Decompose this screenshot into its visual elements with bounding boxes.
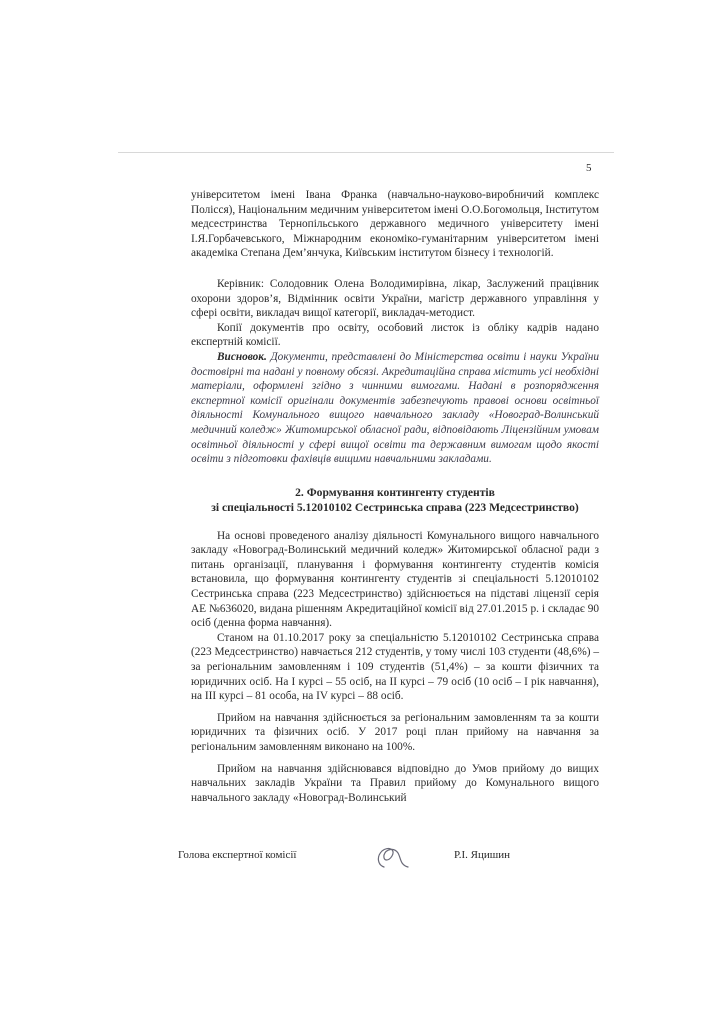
commission-head-name: Р.І. Яцишин bbox=[454, 849, 511, 861]
paragraph-universities: університетом імені Івана Франка (навчально-науково-виробничий комплекс Полісся), Національним медичним університетом імені О.О.Богомольця, Інститутом медсестринства Тернопільського державного медичного університету імені І.Я.Горбачевського, Міжнародним економіко-гуманітарним університетом імені академіка Степана Дем’янчука, Київським інститутом бізнесу і технологій. bbox=[191, 189, 599, 260]
handwritten-signature bbox=[370, 843, 414, 871]
paragraph-admission: Прийом на навчання здійснюється за регіональним замовленням та за кошти юридичних та фізичних осіб. У 2017 році план прийому на навчання за регіональним замовленням виконано на 100%. bbox=[191, 711, 599, 753]
conclusion-label: Висновок. bbox=[217, 350, 267, 363]
paragraph-copies: Копії документів про освіту, особовий листок із обліку кадрів надано експертній комісії. bbox=[191, 321, 599, 349]
section-title-line1: 2. Формування контингенту студентів bbox=[295, 485, 495, 499]
signature-block bbox=[178, 843, 598, 871]
paragraph-admission-rules: Прийом на навчання здійснювався відповідно до Умов прийому до вищих навчальних закладів України та Правил прийому до Комунального вищого навчального закладу «Новоград-Волинський bbox=[191, 762, 599, 804]
page-number: 5 bbox=[586, 162, 592, 174]
document-body bbox=[191, 188, 599, 805]
section-title-line2: зі спеціальності 5.12010102 Сестринська справа (223 Медсестринство) bbox=[211, 500, 579, 514]
paragraph-head: Керівник: Солодовник Олена Володимирівна, лікар, Заслужений працівник охорони здоров’я, Відмінник освіти України, магістр державного управління у сфері освіти, викладач вищої категорії, викладач-методист. bbox=[191, 277, 599, 320]
paragraph-enrollment: Станом на 01.10.2017 року за спеціальністю 5.12010102 Сестринська справа (223 Медсестринство) навчається 212 студентів, у тому числі 103 студенти (48,6%) – за регіональним замовленням і 109 студентів (51,4%) – за кошти фізичних та юридичних осіб. На І курсі – 55 осіб, на ІІ курсі – 79 осіб (10 осіб – І рік навчання), на ІІІ курсі – 81 особа, на IV курсі – 88 осіб. bbox=[191, 631, 599, 703]
scan-edge-line bbox=[118, 152, 614, 153]
conclusion-text: Документи, представлені до Міністерства освіти і науки України достовірні та надані у повному обсязі. Акредитаційна справа містить усі необхідні матеріали, оформлені згідно з чинними вимогами. Надані в розпорядження експертної комісії оригінали документів забезпечують правові основи освітньої діяльності Комунального вищого навчального закладу «Новоград-Волинський медичний коледж» Житомирської обласної ради, відповідають Ліцензійним умовам освітньої діяльності у сфері вищої освіти та державним вимогам щодо якості освіти з підготовки фахівців вищими навчальними закладами. bbox=[191, 350, 599, 466]
commission-head-label: Голова експертної комісії bbox=[178, 849, 297, 861]
paragraph-analysis: На основі проведеного аналізу діяльності Комунального вищого навчального закладу «Новоград-Волинський медичний коледж» Житомирської обласної ради з питань організації, планування і формування контингенту студентів комісія встановила, що формування контингенту студентів зі спеціальності 5.12010102 Сестринська справа (223 Медсестринство) здійснюється на підставі ліцензії серія АЕ №636020, видана рішенням Акредитаційної комісії від 27.01.2015 р. і складає 90 осіб (денна форма навчання). bbox=[191, 529, 599, 630]
paragraph-conclusion bbox=[191, 350, 599, 467]
section-title bbox=[191, 485, 599, 515]
